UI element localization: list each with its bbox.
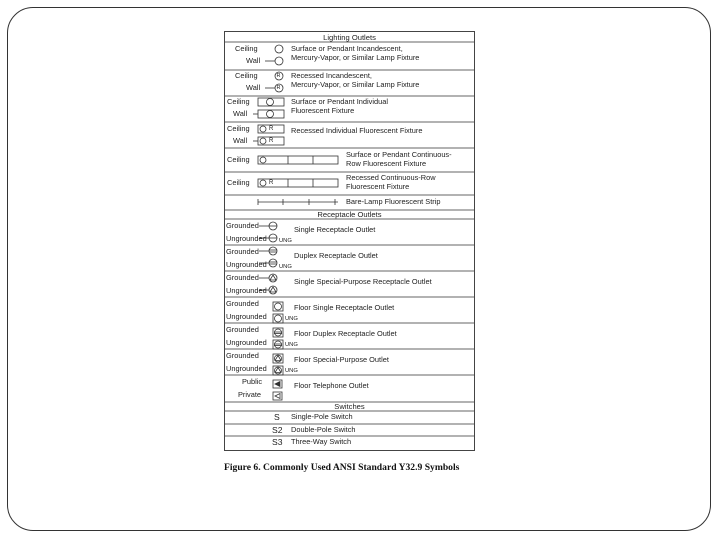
double-pole-symbol	[272, 425, 283, 435]
ceiling-incandescent-symbol	[275, 45, 283, 53]
figure-caption: Figure 6. Commonly Used ANSI Standard Y32.9 Symbols	[224, 462, 460, 473]
lighting-desc: Mercury-Vapor, or Similar Lamp Fixture	[291, 53, 420, 62]
telephone-private-symbol	[273, 392, 282, 400]
ceiling-label: Ceiling	[227, 124, 250, 133]
recessed-r-mark: R	[269, 126, 274, 132]
ungrounded-label: Ungrounded	[226, 364, 267, 373]
floor-single-ung-symbol	[273, 314, 283, 323]
switch-number: 2	[277, 425, 283, 435]
ceiling-label: Ceiling	[227, 155, 250, 164]
lighting-desc: Surface or Pendant Incandescent,	[291, 44, 403, 53]
ungrounded-label: Ungrounded	[226, 234, 267, 243]
switches-section-header: Switches	[334, 402, 365, 411]
switch-desc: Double-Pole Switch	[291, 425, 356, 434]
grounded-label: Grounded	[226, 221, 259, 230]
lighting-desc: Recessed Continuous-Row	[346, 173, 436, 182]
lighting-desc: Surface or Pendant Individual	[291, 97, 388, 106]
grounded-label: Grounded	[226, 351, 259, 360]
three-way-symbol	[272, 437, 283, 447]
floor-special-symbol	[273, 354, 283, 363]
ung-label: UNG	[279, 264, 292, 270]
telephone-public-symbol	[273, 380, 282, 388]
ceiling-label: Ceiling	[235, 71, 258, 80]
grounded-label: Grounded	[226, 325, 259, 334]
ung-label: UNG	[285, 368, 298, 374]
wall-label: Wall	[246, 56, 261, 65]
ungrounded-label: Ungrounded	[226, 286, 267, 295]
receptacle-desc: Floor Single Receptacle Outlet	[294, 303, 395, 312]
recessed-r-mark: R	[269, 138, 274, 144]
lighting-desc: Fluorescent Fixture	[291, 106, 355, 115]
lighting-desc: Surface or Pendant Continuous-	[346, 150, 452, 159]
ungrounded-label: Ungrounded	[226, 338, 267, 347]
ceiling-fluorescent-symbol	[258, 98, 284, 106]
lighting-desc: Recessed Individual Fluorescent Fixture	[291, 126, 423, 135]
recessed-r-mark: R	[276, 72, 281, 79]
receptacle-desc: Floor Telephone Outlet	[294, 381, 369, 390]
switch-s: S	[272, 425, 278, 435]
receptacle-desc: Floor Duplex Receptacle Outlet	[294, 329, 397, 338]
single-receptacle-symbol	[259, 222, 277, 230]
receptacle-desc: Single Receptacle Outlet	[294, 225, 376, 234]
wall-label: Wall	[246, 83, 261, 92]
floor-special-ung-symbol	[273, 366, 283, 375]
ceiling-label: Ceiling	[235, 44, 258, 53]
private-label: Private	[238, 390, 262, 399]
single-pole-symbol	[274, 412, 280, 422]
lighting-desc: Bare-Lamp Fluorescent Strip	[346, 197, 441, 206]
lighting-desc: Row Fluorescent Fixture	[346, 159, 427, 168]
special-purpose-symbol	[259, 274, 277, 282]
switch-s: S	[274, 412, 280, 422]
grounded-label: Grounded	[226, 273, 259, 282]
recessed-r-mark: R	[269, 180, 274, 186]
switch-desc: Single-Pole Switch	[291, 412, 353, 421]
bare-lamp-strip-symbol	[258, 199, 338, 205]
floor-duplex-ung-symbol	[273, 340, 283, 349]
ung-label: UNG	[285, 316, 298, 322]
lighting-desc: Mercury-Vapor, or Similar Lamp Fixture	[291, 80, 420, 89]
wall-fluorescent-symbol	[253, 110, 284, 118]
lighting-desc: Recessed Incandescent,	[291, 71, 372, 80]
grounded-label: Grounded	[226, 247, 259, 256]
ung-label: UNG	[279, 238, 292, 244]
floor-duplex-symbol	[273, 328, 283, 337]
duplex-receptacle-symbol	[259, 247, 277, 255]
switch-desc: Three-Way Switch	[291, 437, 352, 446]
switch-s: S	[272, 437, 278, 447]
ung-label: UNG	[285, 342, 298, 348]
receptacle-desc: Single Special-Purpose Receptacle Outlet	[294, 277, 432, 286]
symbol-table	[224, 31, 475, 451]
wall-label: Wall	[233, 109, 248, 118]
continuous-row-symbol	[258, 156, 338, 164]
wall-incandescent-symbol	[265, 57, 283, 65]
grounded-label: Grounded	[226, 299, 259, 308]
floor-single-symbol	[273, 302, 283, 311]
receptacle-desc: Duplex Receptacle Outlet	[294, 251, 378, 260]
receptacle-desc: Floor Special-Purpose Outlet	[294, 355, 389, 364]
ceiling-label: Ceiling	[227, 178, 250, 187]
public-label: Public	[242, 377, 263, 386]
ungrounded-label: Ungrounded	[226, 312, 267, 321]
switch-number: 3	[277, 437, 283, 447]
wall-label: Wall	[233, 136, 248, 145]
lighting-desc: Fluorescent Fixture	[346, 182, 410, 191]
ceiling-label: Ceiling	[227, 97, 250, 106]
receptacle-section-header: Receptacle Outlets	[317, 210, 382, 219]
recessed-r-mark: R	[276, 84, 281, 91]
lighting-section-header: Lighting Outlets	[323, 33, 376, 42]
ungrounded-label: Ungrounded	[226, 260, 267, 269]
